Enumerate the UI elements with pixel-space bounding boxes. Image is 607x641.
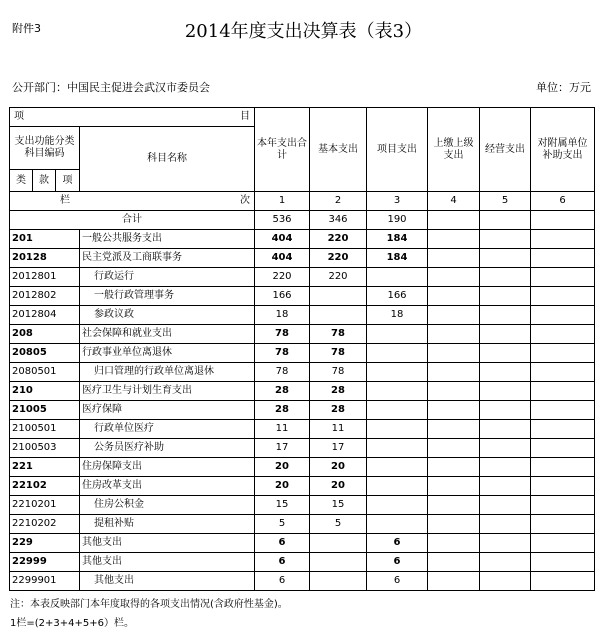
- row-value: [531, 249, 595, 268]
- table-row: [10, 534, 595, 553]
- row-value: 17: [255, 439, 310, 458]
- table-row: [10, 401, 595, 420]
- row-value: [531, 344, 595, 363]
- row-value: [367, 439, 428, 458]
- row-value: 20: [310, 477, 367, 496]
- row-value: [531, 268, 595, 287]
- header-lan-ci: [10, 192, 255, 211]
- row-value: [480, 249, 531, 268]
- table-row: [10, 268, 595, 287]
- row-value: [428, 325, 480, 344]
- col-number: 1: [255, 192, 310, 211]
- header-xiang: 项: [14, 111, 24, 122]
- row-subject-name: 行政运行: [80, 268, 255, 287]
- row-value: 15: [310, 496, 367, 515]
- table-row: [10, 230, 595, 249]
- row-subject-name: 行政单位医疗: [80, 420, 255, 439]
- row-value: [310, 572, 367, 591]
- attachment-label: 附件3: [12, 22, 41, 35]
- row-value: [480, 287, 531, 306]
- row-value: [367, 420, 428, 439]
- col-number: 4: [428, 192, 480, 211]
- row-code: 2100503: [10, 439, 80, 458]
- row-value: [367, 458, 428, 477]
- row-value: [480, 401, 531, 420]
- row-value: [480, 439, 531, 458]
- row-subject-name: 归口管理的行政单位离退休: [80, 363, 255, 382]
- row-value: [367, 477, 428, 496]
- row-value: [367, 401, 428, 420]
- row-code: 2012804: [10, 306, 80, 325]
- department-label: 公开部门：中国民主促进会武汉市委员会: [12, 81, 210, 94]
- row-value: [480, 458, 531, 477]
- row-subject-name: 住房改革支出: [80, 477, 255, 496]
- row-value: 28: [310, 382, 367, 401]
- row-value: [428, 458, 480, 477]
- row-value: [531, 382, 595, 401]
- row-value: [531, 401, 595, 420]
- row-code: 210: [10, 382, 80, 401]
- row-value: 6: [367, 572, 428, 591]
- row-value: 78: [255, 344, 310, 363]
- page-title: 2014年度支出决算表（表3）: [184, 21, 423, 42]
- row-value: 20: [310, 458, 367, 477]
- table-row: [10, 477, 595, 496]
- row-value: 11: [255, 420, 310, 439]
- row-value: [480, 363, 531, 382]
- row-subject-name: 民主党派及工商联事务: [80, 249, 255, 268]
- row-value: 184: [367, 249, 428, 268]
- note-line-2: 1栏=(2+3+4+5+6）栏。: [10, 618, 134, 629]
- row-subject-name: 一般行政管理事务: [80, 287, 255, 306]
- row-code: 22102: [10, 477, 80, 496]
- row-value: 166: [255, 287, 310, 306]
- table-row: [10, 572, 595, 591]
- table-row: [10, 249, 595, 268]
- col-header-project: 项目支出: [367, 108, 428, 192]
- row-code: 21005: [10, 401, 80, 420]
- row-code: 2210202: [10, 515, 80, 534]
- row-value: 6: [255, 572, 310, 591]
- row-value: [428, 515, 480, 534]
- row-value: [480, 477, 531, 496]
- row-value: 6: [367, 534, 428, 553]
- table-row: [10, 306, 595, 325]
- total-value: 346: [310, 211, 367, 230]
- row-subject-name: 公务员医疗补助: [80, 439, 255, 458]
- row-value: [480, 553, 531, 572]
- row-value: [480, 382, 531, 401]
- row-subject-name: 行政事业单位离退休: [80, 344, 255, 363]
- row-code: 2080501: [10, 363, 80, 382]
- header-ci: 次: [240, 195, 250, 206]
- row-code: 2100501: [10, 420, 80, 439]
- row-value: 5: [310, 515, 367, 534]
- header-lei: 类: [10, 170, 33, 192]
- row-subject-name: 住房保障支出: [80, 458, 255, 477]
- row-value: [531, 363, 595, 382]
- row-value: 20: [255, 458, 310, 477]
- total-row: [10, 211, 595, 230]
- row-value: [428, 249, 480, 268]
- row-value: [531, 287, 595, 306]
- header-xiang-mu: [10, 108, 255, 127]
- row-value: [428, 534, 480, 553]
- row-value: [480, 515, 531, 534]
- row-code: 22999: [10, 553, 80, 572]
- row-subject-name: 提租补贴: [80, 515, 255, 534]
- row-value: 11: [310, 420, 367, 439]
- row-value: 78: [310, 325, 367, 344]
- row-value: 6: [255, 534, 310, 553]
- row-subject-name: 医疗卫生与计划生育支出: [80, 382, 255, 401]
- table-row: [10, 325, 595, 344]
- expenditure-table: [9, 107, 595, 591]
- row-value: [531, 515, 595, 534]
- row-subject-name: 住房公积金: [80, 496, 255, 515]
- row-value: [480, 268, 531, 287]
- row-value: 220: [310, 230, 367, 249]
- row-value: [428, 287, 480, 306]
- col-number: 6: [531, 192, 595, 211]
- row-value: 78: [310, 344, 367, 363]
- table-row: [10, 420, 595, 439]
- total-label: 合计: [10, 211, 255, 230]
- row-value: [531, 477, 595, 496]
- row-value: [367, 325, 428, 344]
- row-code: 2012802: [10, 287, 80, 306]
- row-value: [428, 268, 480, 287]
- row-value: [428, 230, 480, 249]
- col-header-total: 本年支出合计: [255, 108, 310, 192]
- table-row: [10, 458, 595, 477]
- row-value: [428, 401, 480, 420]
- row-value: [480, 344, 531, 363]
- col-number: 5: [480, 192, 531, 211]
- row-value: [428, 363, 480, 382]
- total-value: 536: [255, 211, 310, 230]
- row-value: [480, 306, 531, 325]
- table-row: [10, 382, 595, 401]
- row-code: 20805: [10, 344, 80, 363]
- total-value: [480, 211, 531, 230]
- row-value: 166: [367, 287, 428, 306]
- row-code: 2012801: [10, 268, 80, 287]
- unit-label: 单位：万元: [536, 81, 591, 94]
- row-value: [428, 382, 480, 401]
- row-subject-name: 参政议政: [80, 306, 255, 325]
- table-row: [10, 344, 595, 363]
- row-value: [428, 306, 480, 325]
- table-row: [10, 363, 595, 382]
- table-row: [10, 439, 595, 458]
- col-number: 2: [310, 192, 367, 211]
- row-value: [310, 306, 367, 325]
- row-value: [428, 420, 480, 439]
- col-number: 3: [367, 192, 428, 211]
- header-func-code: 支出功能分类科目编码: [10, 127, 80, 170]
- row-code: 229: [10, 534, 80, 553]
- row-value: 28: [310, 401, 367, 420]
- row-value: [367, 496, 428, 515]
- row-value: [531, 458, 595, 477]
- row-value: 20: [255, 477, 310, 496]
- header-kuan: 款: [33, 170, 56, 192]
- row-value: [480, 325, 531, 344]
- row-value: 220: [255, 268, 310, 287]
- row-value: [367, 363, 428, 382]
- row-value: [531, 420, 595, 439]
- table-row: [10, 287, 595, 306]
- total-value: 190: [367, 211, 428, 230]
- row-value: 184: [367, 230, 428, 249]
- row-value: 18: [367, 306, 428, 325]
- note-line-1: 注：本表反映部门本年度取得的各项支出情况(含政府性基金)。: [10, 599, 288, 610]
- table-row: [10, 496, 595, 515]
- row-value: 78: [310, 363, 367, 382]
- header-subject-name: 科目名称: [80, 127, 255, 192]
- row-value: 78: [255, 363, 310, 382]
- total-value: [428, 211, 480, 230]
- row-value: [531, 306, 595, 325]
- row-value: [428, 496, 480, 515]
- row-value: [531, 553, 595, 572]
- row-value: 5: [255, 515, 310, 534]
- row-value: [310, 287, 367, 306]
- col-header-subsidy: 对附属单位补助支出: [531, 108, 595, 192]
- row-code: 2210201: [10, 496, 80, 515]
- table-header: [10, 108, 595, 230]
- row-value: [428, 553, 480, 572]
- row-value: [531, 230, 595, 249]
- table-row: [10, 553, 595, 572]
- row-subject-name: 社会保障和就业支出: [80, 325, 255, 344]
- col-header-operating: 经营支出: [480, 108, 531, 192]
- row-value: [367, 344, 428, 363]
- row-value: [428, 477, 480, 496]
- row-value: [480, 420, 531, 439]
- row-value: [480, 572, 531, 591]
- row-value: 404: [255, 230, 310, 249]
- row-value: [480, 534, 531, 553]
- row-subject-name: 其他支出: [80, 553, 255, 572]
- row-value: [531, 572, 595, 591]
- row-value: 404: [255, 249, 310, 268]
- row-value: 28: [255, 382, 310, 401]
- row-value: 220: [310, 249, 367, 268]
- row-value: 15: [255, 496, 310, 515]
- col-header-basic: 基本支出: [310, 108, 367, 192]
- row-value: [480, 496, 531, 515]
- total-value: [531, 211, 595, 230]
- header-lan: 栏: [60, 195, 70, 206]
- row-value: [310, 553, 367, 572]
- row-value: [367, 515, 428, 534]
- table-body: [10, 230, 595, 591]
- header-xiang2: 项: [56, 170, 80, 192]
- row-code: 20128: [10, 249, 80, 268]
- row-code: 2299901: [10, 572, 80, 591]
- row-value: [367, 268, 428, 287]
- row-value: [531, 325, 595, 344]
- row-subject-name: 其他支出: [80, 572, 255, 591]
- row-value: 6: [255, 553, 310, 572]
- row-value: 220: [310, 268, 367, 287]
- row-value: 28: [255, 401, 310, 420]
- row-value: 17: [310, 439, 367, 458]
- row-value: [428, 344, 480, 363]
- row-subject-name: 一般公共服务支出: [80, 230, 255, 249]
- col-header-remit: 上缴上级支出: [428, 108, 480, 192]
- row-value: [531, 496, 595, 515]
- row-value: [480, 230, 531, 249]
- header-mu: 目: [240, 111, 250, 122]
- row-value: [531, 439, 595, 458]
- row-subject-name: 其他支出: [80, 534, 255, 553]
- row-code: 201: [10, 230, 80, 249]
- row-value: 18: [255, 306, 310, 325]
- row-value: 78: [255, 325, 310, 344]
- table-row: [10, 515, 595, 534]
- row-value: [428, 572, 480, 591]
- row-value: 6: [367, 553, 428, 572]
- row-code: 221: [10, 458, 80, 477]
- row-value: [531, 534, 595, 553]
- row-code: 208: [10, 325, 80, 344]
- row-subject-name: 医疗保障: [80, 401, 255, 420]
- row-value: [367, 382, 428, 401]
- row-value: [428, 439, 480, 458]
- row-value: [310, 534, 367, 553]
